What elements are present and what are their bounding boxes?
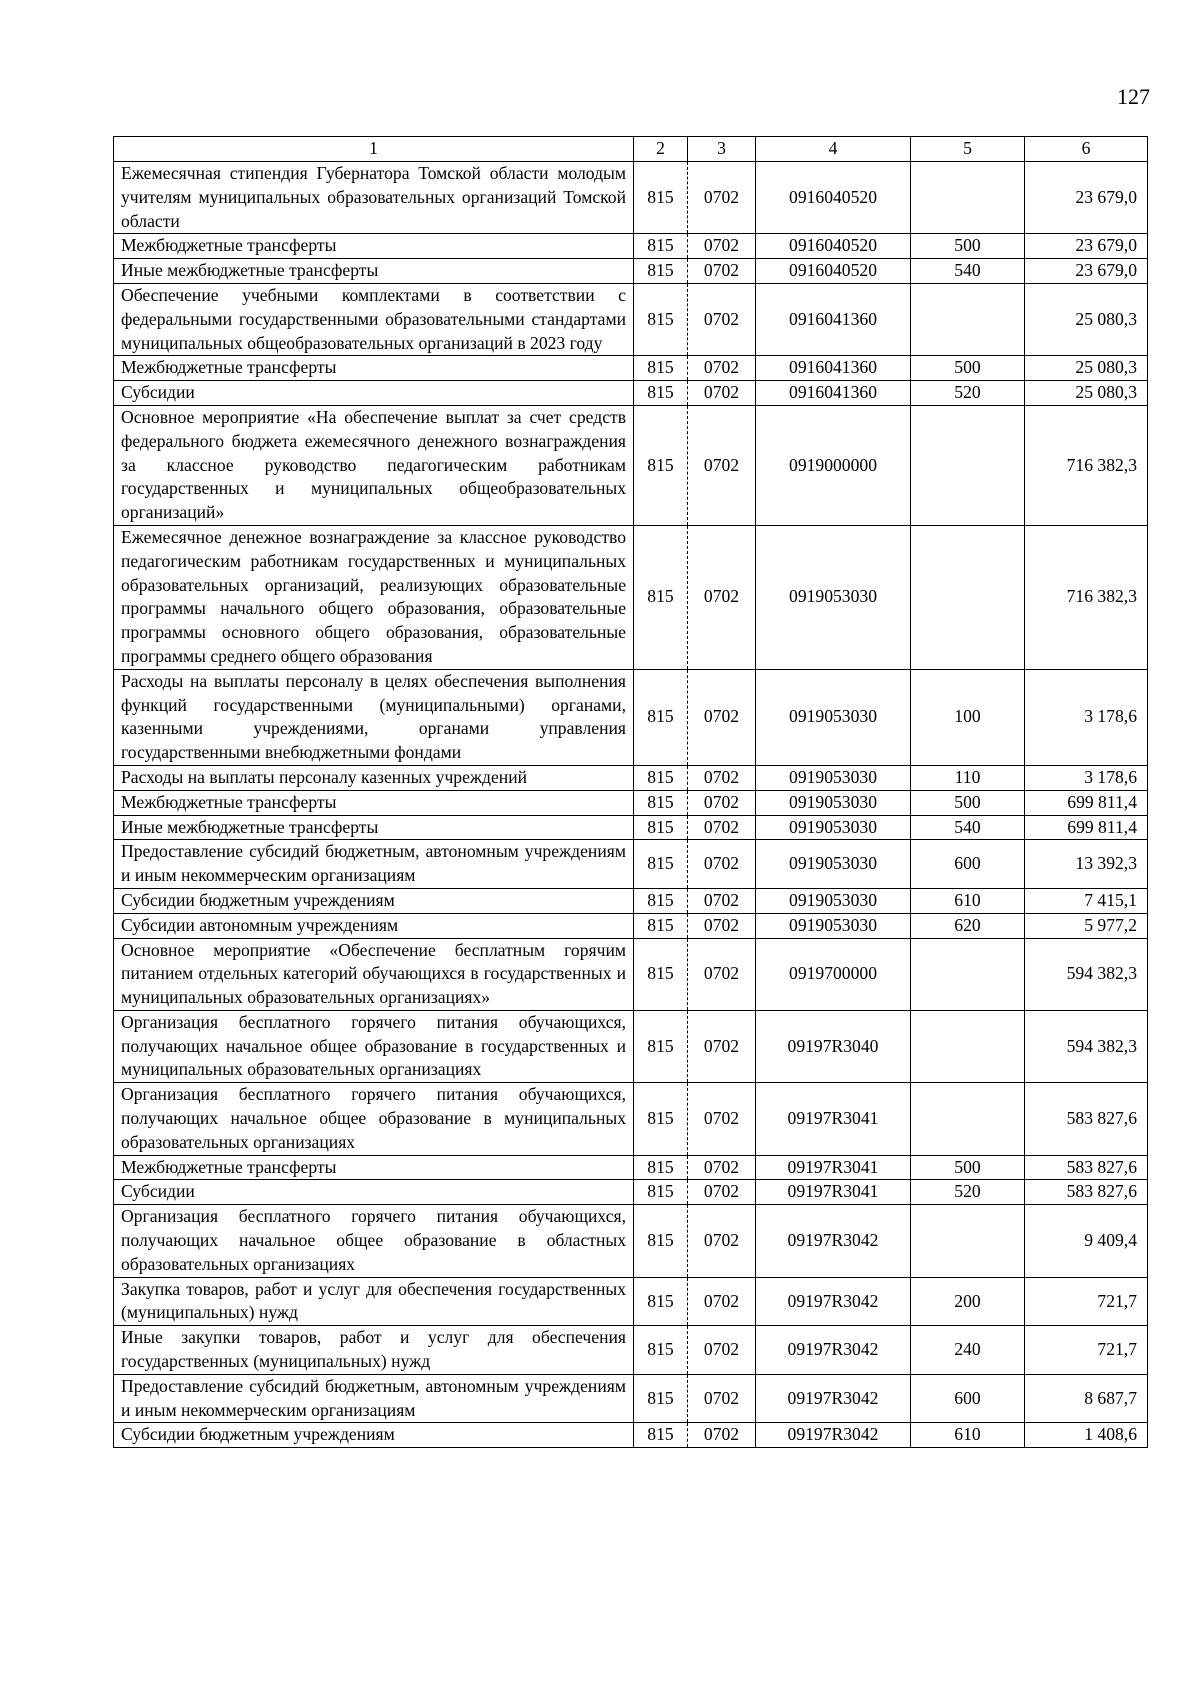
row-name-cell: Предоставление субсидий бюджетным, автономным учреждениям и иным некоммерческим организациям — [114, 1374, 634, 1423]
table-row — [114, 888, 1148, 913]
amount-cell: 594 382,3 — [1025, 938, 1148, 1010]
target-article-cell: 0916040520 — [756, 259, 911, 284]
column-header: 4 — [756, 137, 911, 162]
table-row — [114, 1326, 1148, 1375]
table-row — [114, 1155, 1148, 1180]
section-code-cell: 0702 — [688, 669, 756, 765]
target-article-cell: 0919053030 — [756, 790, 911, 815]
row-name-cell: Закупка товаров, работ и услуг для обеспечения государственных (муниципальных) нужд — [114, 1277, 634, 1326]
amount-cell: 699 811,4 — [1025, 790, 1148, 815]
target-article-cell: 09197R3041 — [756, 1180, 911, 1205]
amount-cell: 23 679,0 — [1025, 234, 1148, 259]
row-name-cell: Расходы на выплаты персоналу казенных учреждений — [114, 765, 634, 790]
expense-type-cell: 540 — [911, 815, 1025, 840]
table-row — [114, 840, 1148, 889]
section-code-cell: 0702 — [688, 913, 756, 938]
table-header-row — [114, 137, 1148, 162]
table-row — [114, 790, 1148, 815]
row-name-cell: Межбюджетные трансферты — [114, 790, 634, 815]
table-row — [114, 1205, 1148, 1277]
row-name-cell: Ежемесячное денежное вознаграждение за классное руководство педагогическим работникам государственных и муниципальных образовательных организаций, реализующих образовательные программы начального общего образования, образовательные программы основного общего образования, образовательные программы среднего общего образования — [114, 525, 634, 669]
ministry-code-cell: 815 — [634, 913, 688, 938]
budget-table — [113, 136, 1148, 1448]
ministry-code-cell: 815 — [634, 1423, 688, 1448]
row-name-cell: Расходы на выплаты персоналу в целях обеспечения выполнения функций государственными (муниципальными) органами, казенными учреждениями, органами управления государственными внебюджетными фондами — [114, 669, 634, 765]
section-code-cell: 0702 — [688, 815, 756, 840]
expense-type-cell: 500 — [911, 356, 1025, 381]
section-code-cell: 0702 — [688, 1155, 756, 1180]
row-name-cell: Предоставление субсидий бюджетным, автономным учреждениям и иным некоммерческим организациям — [114, 840, 634, 889]
section-code-cell: 0702 — [688, 525, 756, 669]
amount-cell: 583 827,6 — [1025, 1180, 1148, 1205]
expense-type-cell: 520 — [911, 1180, 1025, 1205]
section-code-cell: 0702 — [688, 259, 756, 284]
table-row — [114, 162, 1148, 234]
row-name-cell: Основное мероприятие «На обеспечение выплат за счет средств федерального бюджета ежемесячного денежного вознаграждения за классное руководство педагогическим работникам государственных и муниципальных общеобразовательных организаций» — [114, 405, 634, 525]
target-article-cell: 09197R3042 — [756, 1423, 911, 1448]
row-name-cell: Субсидии — [114, 381, 634, 406]
row-name-cell: Обеспечение учебными комплектами в соответствии с федеральными государственными образовательными стандартами муниципальных общеобразовательных организаций в 2023 году — [114, 283, 634, 355]
table-row — [114, 356, 1148, 381]
section-code-cell: 0702 — [688, 234, 756, 259]
target-article-cell: 0919053030 — [756, 525, 911, 669]
column-header: 3 — [688, 137, 756, 162]
amount-cell: 23 679,0 — [1025, 162, 1148, 234]
amount-cell: 8 687,7 — [1025, 1374, 1148, 1423]
expense-type-cell: 240 — [911, 1326, 1025, 1375]
amount-cell: 583 827,6 — [1025, 1083, 1148, 1155]
section-code-cell: 0702 — [688, 1010, 756, 1082]
ministry-code-cell: 815 — [634, 1083, 688, 1155]
ministry-code-cell: 815 — [634, 1277, 688, 1326]
row-name-cell: Субсидии бюджетным учреждениям — [114, 1423, 634, 1448]
table-row — [114, 381, 1148, 406]
expense-type-cell: 500 — [911, 790, 1025, 815]
amount-cell: 699 811,4 — [1025, 815, 1148, 840]
table-row — [114, 815, 1148, 840]
expense-type-cell — [911, 283, 1025, 355]
amount-cell: 716 382,3 — [1025, 405, 1148, 525]
amount-cell: 3 178,6 — [1025, 765, 1148, 790]
expense-type-cell — [911, 525, 1025, 669]
section-code-cell: 0702 — [688, 356, 756, 381]
section-code-cell: 0702 — [688, 888, 756, 913]
ministry-code-cell: 815 — [634, 790, 688, 815]
section-code-cell: 0702 — [688, 162, 756, 234]
section-code-cell: 0702 — [688, 1423, 756, 1448]
ministry-code-cell: 815 — [634, 888, 688, 913]
ministry-code-cell: 815 — [634, 1374, 688, 1423]
ministry-code-cell: 815 — [634, 283, 688, 355]
amount-cell: 25 080,3 — [1025, 356, 1148, 381]
section-code-cell: 0702 — [688, 765, 756, 790]
expense-type-cell: 200 — [911, 1277, 1025, 1326]
ministry-code-cell: 815 — [634, 938, 688, 1010]
expense-type-cell — [911, 1083, 1025, 1155]
row-name-cell: Субсидии бюджетным учреждениям — [114, 888, 634, 913]
ministry-code-cell: 815 — [634, 1155, 688, 1180]
ministry-code-cell: 815 — [634, 840, 688, 889]
row-name-cell: Субсидии автономным учреждениям — [114, 913, 634, 938]
expense-type-cell: 500 — [911, 1155, 1025, 1180]
table-row — [114, 234, 1148, 259]
target-article-cell: 09197R3042 — [756, 1374, 911, 1423]
column-header: 1 — [114, 137, 634, 162]
target-article-cell: 0919700000 — [756, 938, 911, 1010]
expense-type-cell — [911, 938, 1025, 1010]
expense-type-cell — [911, 405, 1025, 525]
expense-type-cell: 610 — [911, 1423, 1025, 1448]
target-article-cell: 09197R3041 — [756, 1083, 911, 1155]
amount-cell: 3 178,6 — [1025, 669, 1148, 765]
target-article-cell: 0916041360 — [756, 356, 911, 381]
target-article-cell: 0916040520 — [756, 162, 911, 234]
expense-type-cell — [911, 1010, 1025, 1082]
table-row — [114, 913, 1148, 938]
ministry-code-cell: 815 — [634, 525, 688, 669]
expense-type-cell — [911, 1205, 1025, 1277]
row-name-cell: Межбюджетные трансферты — [114, 1155, 634, 1180]
amount-cell: 7 415,1 — [1025, 888, 1148, 913]
target-article-cell: 09197R3042 — [756, 1277, 911, 1326]
amount-cell: 1 408,6 — [1025, 1423, 1148, 1448]
column-header: 2 — [634, 137, 688, 162]
ministry-code-cell: 815 — [634, 1010, 688, 1082]
ministry-code-cell: 815 — [634, 162, 688, 234]
expense-type-cell: 610 — [911, 888, 1025, 913]
table-row — [114, 1423, 1148, 1448]
target-article-cell: 0919053030 — [756, 669, 911, 765]
target-article-cell: 0919053030 — [756, 888, 911, 913]
ministry-code-cell: 815 — [634, 405, 688, 525]
row-name-cell: Организация бесплатного горячего питания обучающихся, получающих начальное общее образование в областных образовательных организациях — [114, 1205, 634, 1277]
target-article-cell: 0919000000 — [756, 405, 911, 525]
ministry-code-cell: 815 — [634, 259, 688, 284]
row-name-cell: Иные межбюджетные трансферты — [114, 259, 634, 284]
section-code-cell: 0702 — [688, 790, 756, 815]
section-code-cell: 0702 — [688, 405, 756, 525]
table-row — [114, 669, 1148, 765]
row-name-cell: Межбюджетные трансферты — [114, 234, 634, 259]
row-name-cell: Организация бесплатного горячего питания обучающихся, получающих начальное общее образование в муниципальных образовательных организациях — [114, 1083, 634, 1155]
expense-type-cell: 520 — [911, 381, 1025, 406]
amount-cell: 5 977,2 — [1025, 913, 1148, 938]
ministry-code-cell: 815 — [634, 815, 688, 840]
amount-cell: 23 679,0 — [1025, 259, 1148, 284]
target-article-cell: 09197R3040 — [756, 1010, 911, 1082]
target-article-cell: 09197R3041 — [756, 1155, 911, 1180]
amount-cell: 13 392,3 — [1025, 840, 1148, 889]
table-row — [114, 405, 1148, 525]
section-code-cell: 0702 — [688, 1374, 756, 1423]
target-article-cell: 0919053030 — [756, 765, 911, 790]
target-article-cell: 0919053030 — [756, 815, 911, 840]
section-code-cell: 0702 — [688, 1180, 756, 1205]
row-name-cell: Основное мероприятие «Обеспечение бесплатным горячим питанием отдельных категорий обучающихся в государственных и муниципальных образовательных организациях» — [114, 938, 634, 1010]
target-article-cell: 0916041360 — [756, 283, 911, 355]
section-code-cell: 0702 — [688, 1277, 756, 1326]
target-article-cell: 0919053030 — [756, 913, 911, 938]
section-code-cell: 0702 — [688, 1205, 756, 1277]
table-body — [114, 162, 1148, 1448]
expense-type-cell: 100 — [911, 669, 1025, 765]
row-name-cell: Организация бесплатного горячего питания обучающихся, получающих начальное общее образование в государственных и муниципальных образовательных организациях — [114, 1010, 634, 1082]
amount-cell: 25 080,3 — [1025, 283, 1148, 355]
section-code-cell: 0702 — [688, 1083, 756, 1155]
amount-cell: 594 382,3 — [1025, 1010, 1148, 1082]
table-row — [114, 938, 1148, 1010]
expense-type-cell: 600 — [911, 1374, 1025, 1423]
expense-type-cell: 500 — [911, 234, 1025, 259]
section-code-cell: 0702 — [688, 1326, 756, 1375]
target-article-cell: 09197R3042 — [756, 1326, 911, 1375]
row-name-cell: Ежемесячная стипендия Губернатора Томской области молодым учителям муниципальных образовательных организаций Томской области — [114, 162, 634, 234]
table-row — [114, 765, 1148, 790]
expense-type-cell: 600 — [911, 840, 1025, 889]
ministry-code-cell: 815 — [634, 1205, 688, 1277]
table-row — [114, 1374, 1148, 1423]
column-header: 6 — [1025, 137, 1148, 162]
ministry-code-cell: 815 — [634, 381, 688, 406]
table-row — [114, 1083, 1148, 1155]
table-row — [114, 525, 1148, 669]
table-row — [114, 283, 1148, 355]
table-row — [114, 1180, 1148, 1205]
target-article-cell: 0916040520 — [756, 234, 911, 259]
expense-type-cell: 110 — [911, 765, 1025, 790]
column-header: 5 — [911, 137, 1025, 162]
ministry-code-cell: 815 — [634, 765, 688, 790]
table-row — [114, 259, 1148, 284]
section-code-cell: 0702 — [688, 938, 756, 1010]
expense-type-cell — [911, 162, 1025, 234]
section-code-cell: 0702 — [688, 381, 756, 406]
row-name-cell: Межбюджетные трансферты — [114, 356, 634, 381]
expense-type-cell: 620 — [911, 913, 1025, 938]
target-article-cell: 0919053030 — [756, 840, 911, 889]
ministry-code-cell: 815 — [634, 1326, 688, 1375]
amount-cell: 716 382,3 — [1025, 525, 1148, 669]
ministry-code-cell: 815 — [634, 234, 688, 259]
row-name-cell: Субсидии — [114, 1180, 634, 1205]
amount-cell: 9 409,4 — [1025, 1205, 1148, 1277]
expense-type-cell: 540 — [911, 259, 1025, 284]
amount-cell: 583 827,6 — [1025, 1155, 1148, 1180]
section-code-cell: 0702 — [688, 840, 756, 889]
page-number: 127 — [1117, 84, 1150, 109]
target-article-cell: 0916041360 — [756, 381, 911, 406]
table-row — [114, 1277, 1148, 1326]
amount-cell: 25 080,3 — [1025, 381, 1148, 406]
amount-cell: 721,7 — [1025, 1326, 1148, 1375]
ministry-code-cell: 815 — [634, 1180, 688, 1205]
ministry-code-cell: 815 — [634, 356, 688, 381]
amount-cell: 721,7 — [1025, 1277, 1148, 1326]
target-article-cell: 09197R3042 — [756, 1205, 911, 1277]
table-row — [114, 1010, 1148, 1082]
row-name-cell: Иные закупки товаров, работ и услуг для обеспечения государственных (муниципальных) нужд — [114, 1326, 634, 1375]
row-name-cell: Иные межбюджетные трансферты — [114, 815, 634, 840]
section-code-cell: 0702 — [688, 283, 756, 355]
ministry-code-cell: 815 — [634, 669, 688, 765]
